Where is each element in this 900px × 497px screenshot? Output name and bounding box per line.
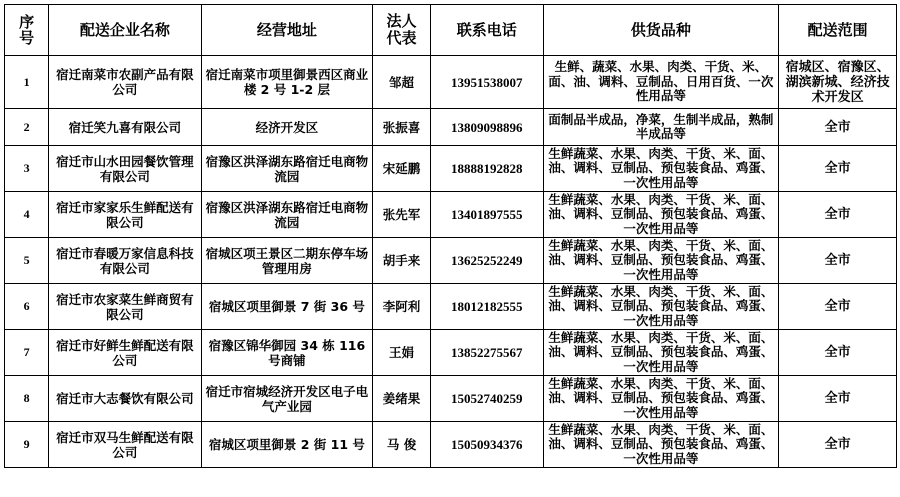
goods: 生鲜蔬菜、水果、肉类、干货、米、面、油、调料、豆制品、预包装食品、鸡蛋、一次性用品等 (543, 192, 779, 238)
company-name: 宿迁市春暖万家信息科技有限公司 (49, 238, 202, 284)
table-row (5, 192, 897, 238)
goods: 生鲜蔬菜、水果、肉类、干货、米、面、油、调料、豆制品、预包装食品、鸡蛋、一次性用品等 (543, 422, 779, 468)
scope: 全市 (779, 376, 897, 422)
company-name: 宿迁市大志餐饮有限公司 (49, 376, 202, 422)
company-name: 宿迁南菜市农副产品有限公司 (49, 56, 202, 109)
phone: 15052740259 (430, 376, 543, 422)
header-row (5, 5, 897, 56)
row-no: 4 (5, 192, 49, 238)
address: 经济开发区 (201, 109, 372, 146)
scope: 全市 (779, 192, 897, 238)
legal-rep: 邹超 (373, 56, 431, 109)
phone: 13809098896 (430, 109, 543, 146)
company-name: 宿迁市好鲜生鲜配送有限公司 (49, 330, 202, 376)
header-address: 经营地址 (201, 5, 372, 56)
table-row (5, 109, 897, 146)
legal-rep: 马 俊 (373, 422, 431, 468)
goods: 生鲜蔬菜、水果、肉类、干货、米、面、油、调料、豆制品、预包装食品、鸡蛋、一次性用品等 (543, 238, 779, 284)
address: 宿城区项里御景 7 街 36 号 (201, 284, 372, 330)
goods: 生鲜、蔬菜、水果、肉类、干货、米、面、油、调料、豆制品、日用百货、一次性用品等 (543, 56, 779, 109)
legal-rep: 王娟 (373, 330, 431, 376)
legal-rep: 李阿利 (373, 284, 431, 330)
table-row (5, 284, 897, 330)
company-name: 宿迁市山水田园餐饮管理有限公司 (49, 146, 202, 192)
address: 宿城区项里御景 2 街 11 号 (201, 422, 372, 468)
address: 宿迁南菜市项里御景西区商业楼 2 号 1-2 层 (201, 56, 372, 109)
row-no: 8 (5, 376, 49, 422)
scope: 全市 (779, 146, 897, 192)
address: 宿豫区洪泽湖东路宿迁电商物流园 (201, 146, 372, 192)
table-row (5, 146, 897, 192)
row-no: 6 (5, 284, 49, 330)
scope: 全市 (779, 284, 897, 330)
phone: 13852275567 (430, 330, 543, 376)
company-name: 宿迁市家家乐生鲜配送有限公司 (49, 192, 202, 238)
goods: 面制品半成品，净菜，生制半成品，熟制半成品等 (543, 109, 779, 146)
goods: 生鲜蔬菜、水果、肉类、干货、米、面、油、调料、豆制品、预包装食品、鸡蛋、一次性用品等 (543, 376, 779, 422)
phone: 18888192828 (430, 146, 543, 192)
table-row (5, 376, 897, 422)
header-company: 配送企业名称 (49, 5, 202, 56)
table-row (5, 422, 897, 468)
header-scope: 配送范围 (779, 5, 897, 56)
row-no: 1 (5, 56, 49, 109)
address: 宿迁市宿城经济开发区电子电气产业园 (201, 376, 372, 422)
goods: 生鲜蔬菜、水果、肉类、干货、米、面、油、调料、豆制品、预包装食品、鸡蛋、一次性用品等 (543, 330, 779, 376)
goods: 生鲜蔬菜、水果、肉类、干货、米、面、油、调料、豆制品、预包装食品、鸡蛋、一次性用品等 (543, 146, 779, 192)
row-no: 5 (5, 238, 49, 284)
address: 宿豫区锦华御园 34 栋 116 号商铺 (201, 330, 372, 376)
table-row (5, 238, 897, 284)
legal-rep: 姜绪果 (373, 376, 431, 422)
phone: 13625252249 (430, 238, 543, 284)
company-name: 宿迁市双马生鲜配送有限公司 (49, 422, 202, 468)
phone: 13951538007 (430, 56, 543, 109)
header-no: 序号 (5, 5, 49, 56)
row-no: 9 (5, 422, 49, 468)
header-legal-rep: 法人代表 (373, 5, 431, 56)
phone: 15050934376 (430, 422, 543, 468)
phone: 18012182555 (430, 284, 543, 330)
header-goods: 供货品种 (543, 5, 779, 56)
legal-rep: 张先军 (373, 192, 431, 238)
goods: 生鲜蔬菜、水果、肉类、干货、米、面、油、调料、豆制品、预包装食品、鸡蛋、一次性用品等 (543, 284, 779, 330)
address: 宿城区项王景区二期东停车场管理用房 (201, 238, 372, 284)
table-row (5, 56, 897, 109)
company-name: 宿迁笑九喜有限公司 (49, 109, 202, 146)
phone: 13401897555 (430, 192, 543, 238)
legal-rep: 胡手来 (373, 238, 431, 284)
scope: 全市 (779, 109, 897, 146)
address: 宿豫区洪泽湖东路宿迁电商物流园 (201, 192, 372, 238)
supplier-table (4, 4, 897, 468)
row-no: 3 (5, 146, 49, 192)
scope: 全市 (779, 330, 897, 376)
row-no: 2 (5, 109, 49, 146)
scope: 全市 (779, 238, 897, 284)
scope: 宿城区、宿豫区、湖滨新城、经济技术开发区 (779, 56, 897, 109)
scope: 全市 (779, 422, 897, 468)
header-phone: 联系电话 (430, 5, 543, 56)
legal-rep: 张振喜 (373, 109, 431, 146)
row-no: 7 (5, 330, 49, 376)
table-row (5, 330, 897, 376)
legal-rep: 宋延鹏 (373, 146, 431, 192)
company-name: 宿迁市农家菜生鲜商贸有限公司 (49, 284, 202, 330)
